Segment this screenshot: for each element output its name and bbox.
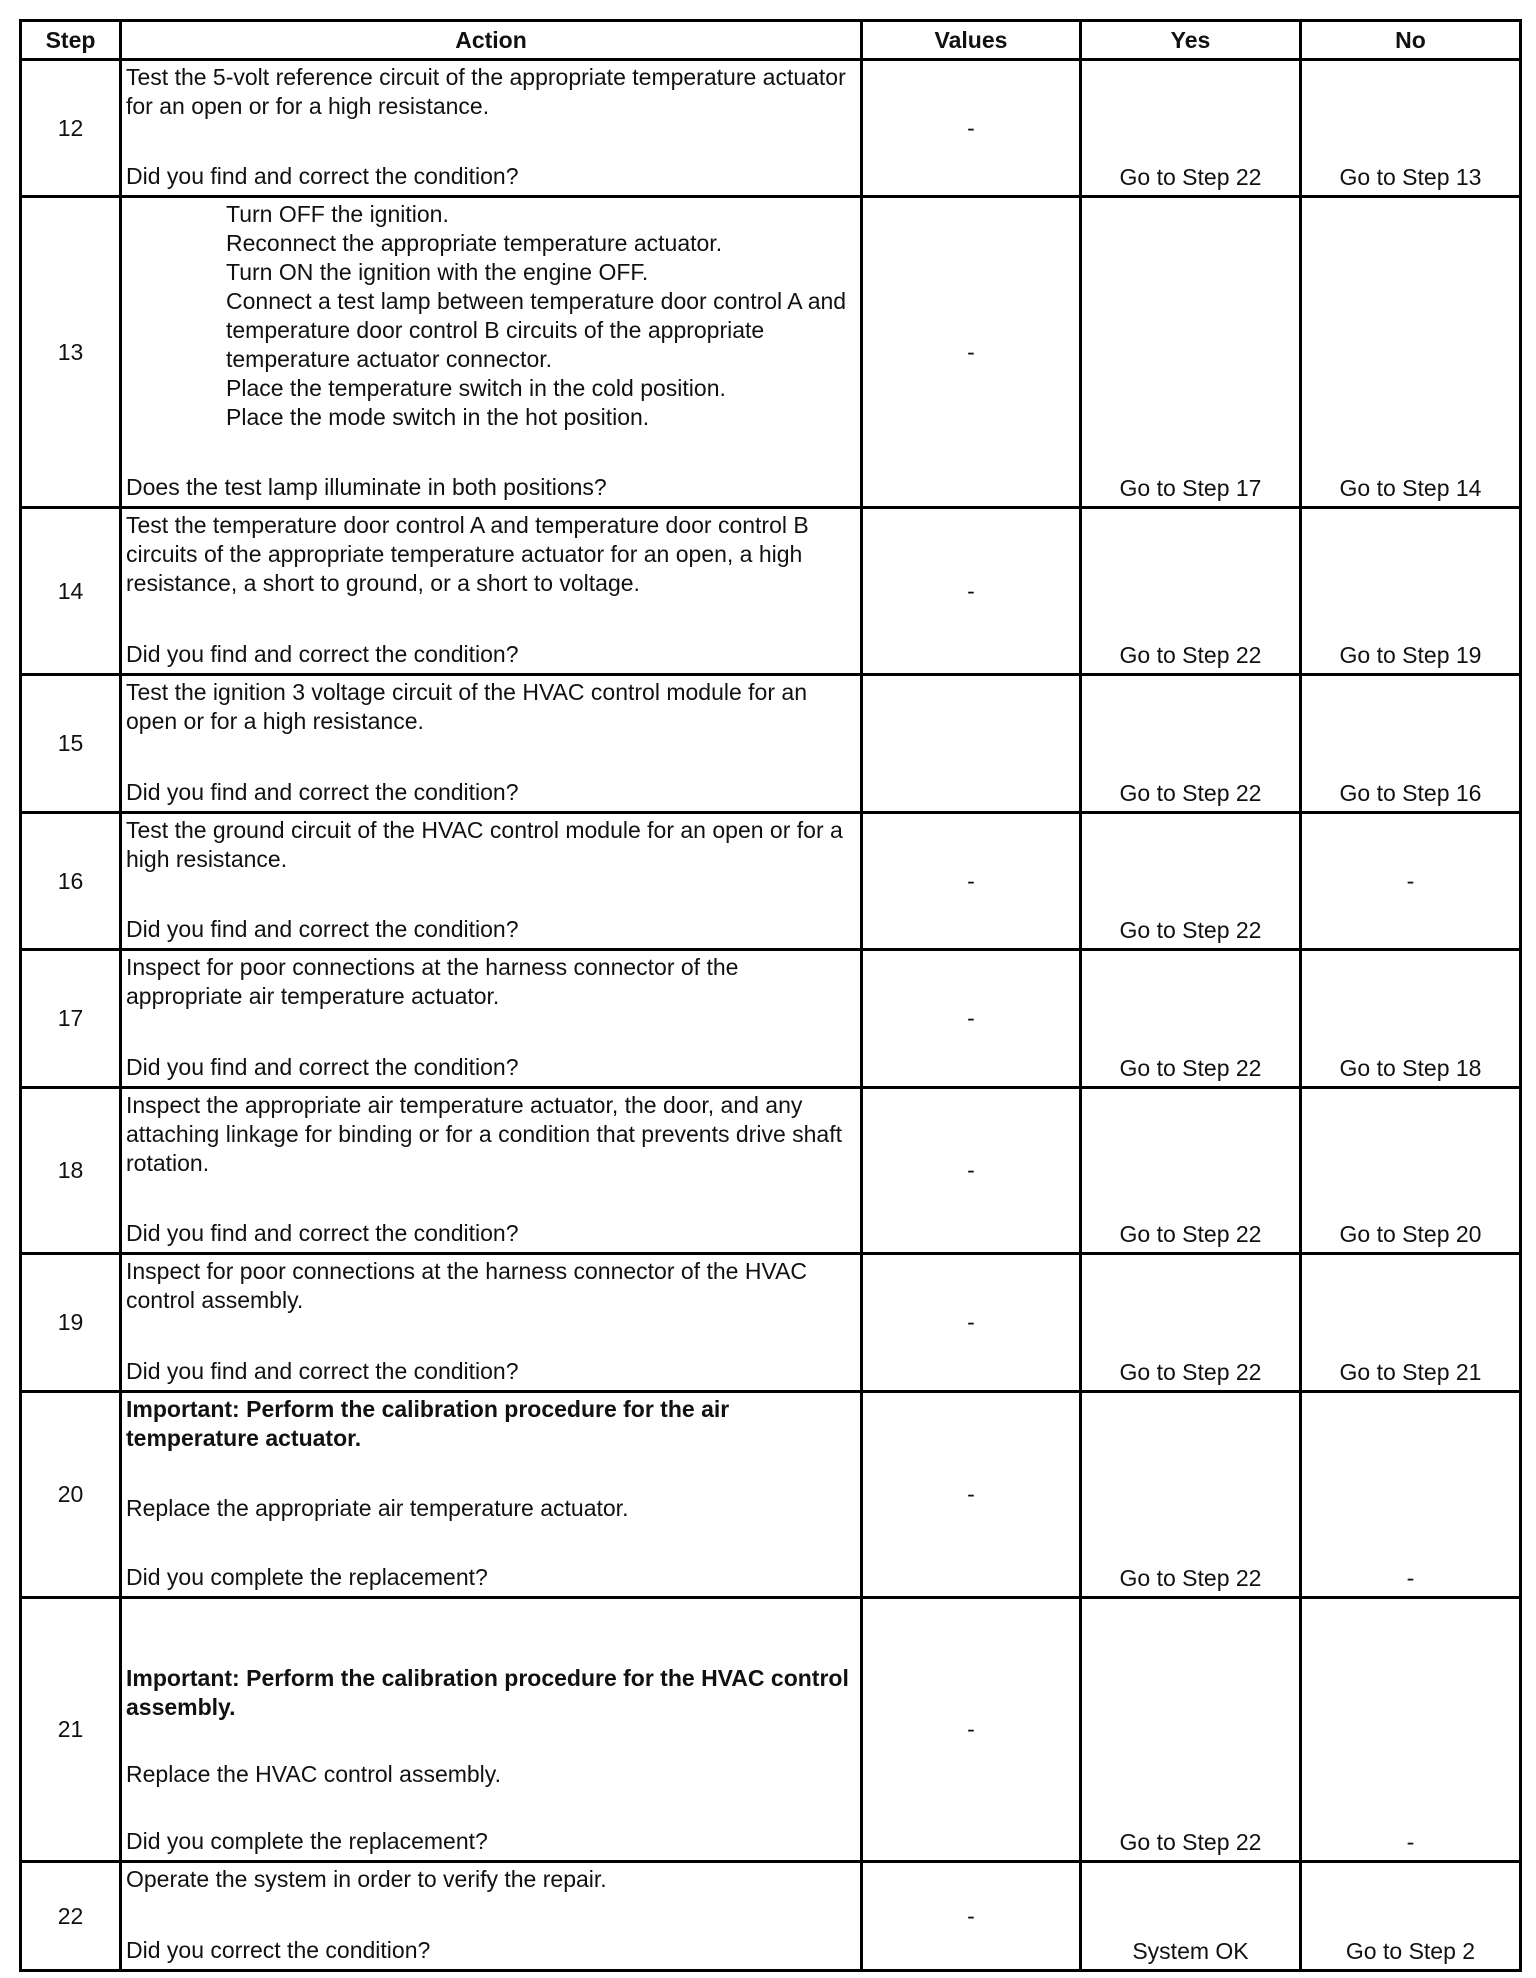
no-cell: - bbox=[1301, 1392, 1521, 1598]
values-cell: - bbox=[862, 508, 1081, 675]
values-cell: - bbox=[862, 1254, 1081, 1392]
table-row bbox=[21, 1088, 1521, 1254]
action-cell bbox=[121, 508, 862, 675]
header-no: No bbox=[1301, 21, 1521, 60]
values-cell: - bbox=[862, 1392, 1081, 1598]
table-row bbox=[21, 508, 1521, 675]
list-item: Connect a test lamp between temperature door control A and temperature door control B circuits of the appropriate temperature actuator connector. bbox=[226, 288, 847, 372]
action-text: Test the 5-volt reference circuit of the appropriate temperature actuator for an open or for a high resistance. bbox=[126, 64, 846, 119]
action-question: Did you complete the replacement? bbox=[126, 1564, 488, 1590]
yes-cell: Go to Step 17 bbox=[1081, 197, 1301, 508]
action-cell bbox=[121, 675, 862, 813]
table-row bbox=[21, 1598, 1521, 1862]
yes-cell: Go to Step 22 bbox=[1081, 1392, 1301, 1598]
no-cell: Go to Step 21 bbox=[1301, 1254, 1521, 1392]
values-cell: - bbox=[862, 197, 1081, 508]
action-text: Replace the HVAC control assembly. bbox=[126, 1761, 501, 1787]
table-row bbox=[21, 1862, 1521, 1971]
table-row bbox=[21, 1392, 1521, 1598]
action-question: Did you find and correct the condition? bbox=[126, 779, 519, 805]
action-question: Does the test lamp illuminate in both positions? bbox=[126, 474, 607, 500]
action-cell bbox=[121, 1392, 862, 1598]
yes-cell: Go to Step 22 bbox=[1081, 675, 1301, 813]
header-action: Action bbox=[121, 21, 862, 60]
no-cell: Go to Step 14 bbox=[1301, 197, 1521, 508]
values-cell: - bbox=[862, 1598, 1081, 1862]
values-cell: - bbox=[862, 1088, 1081, 1254]
important-note: Important: Perform the calibration procedure for the HVAC control assembly. bbox=[126, 1665, 849, 1720]
header-yes: Yes bbox=[1081, 21, 1301, 60]
action-text: Inspect for poor connections at the harness connector of the HVAC control assembly. bbox=[126, 1258, 808, 1313]
values-cell bbox=[862, 675, 1081, 813]
action-text: Test the temperature door control A and temperature door control B circuits of the appropriate temperature actuator for an open, a high resistance, a short to ground, or a short to voltage. bbox=[126, 512, 809, 596]
values-cell: - bbox=[862, 950, 1081, 1088]
table-row bbox=[21, 60, 1521, 197]
step-number: 19 bbox=[21, 1254, 121, 1392]
action-substeps-list bbox=[126, 200, 856, 432]
action-cell bbox=[121, 1254, 862, 1392]
no-cell: Go to Step 2 bbox=[1301, 1862, 1521, 1971]
yes-cell: Go to Step 22 bbox=[1081, 60, 1301, 197]
action-text: Inspect for poor connections at the harness connector of the appropriate air temperature actuator. bbox=[126, 954, 739, 1009]
action-question: Did you find and correct the condition? bbox=[126, 163, 519, 189]
table-row bbox=[21, 950, 1521, 1088]
action-text: Test the ground circuit of the HVAC control module for an open or for a high resistance. bbox=[126, 817, 843, 872]
yes-cell: Go to Step 22 bbox=[1081, 508, 1301, 675]
step-number: 17 bbox=[21, 950, 121, 1088]
action-question: Did you find and correct the condition? bbox=[126, 1220, 519, 1246]
step-number: 21 bbox=[21, 1598, 121, 1862]
no-cell: Go to Step 19 bbox=[1301, 508, 1521, 675]
action-cell bbox=[121, 950, 862, 1088]
diagnostic-steps-table bbox=[19, 19, 1522, 1972]
header-values: Values bbox=[862, 21, 1081, 60]
action-text: Test the ignition 3 voltage circuit of the HVAC control module for an open or for a high resistance. bbox=[126, 679, 807, 734]
step-number: 15 bbox=[21, 675, 121, 813]
header-row bbox=[21, 21, 1521, 60]
action-cell bbox=[121, 197, 862, 508]
step-number: 20 bbox=[21, 1392, 121, 1598]
yes-cell: Go to Step 22 bbox=[1081, 1598, 1301, 1862]
step-number: 12 bbox=[21, 60, 121, 197]
action-cell bbox=[121, 1862, 862, 1971]
table-row bbox=[21, 813, 1521, 950]
yes-cell: Go to Step 22 bbox=[1081, 950, 1301, 1088]
action-cell bbox=[121, 60, 862, 197]
no-cell: Go to Step 20 bbox=[1301, 1088, 1521, 1254]
list-item: Reconnect the appropriate temperature actuator. bbox=[226, 230, 723, 256]
action-question: Did you find and correct the condition? bbox=[126, 916, 519, 942]
action-text: Replace the appropriate air temperature actuator. bbox=[126, 1494, 629, 1521]
no-cell: Go to Step 13 bbox=[1301, 60, 1521, 197]
action-question: Did you find and correct the condition? bbox=[126, 1358, 519, 1384]
values-cell: - bbox=[862, 1862, 1081, 1971]
action-question: Did you find and correct the condition? bbox=[126, 641, 519, 667]
yes-cell: Go to Step 22 bbox=[1081, 1088, 1301, 1254]
list-item: Place the mode switch in the hot position. bbox=[226, 404, 650, 430]
list-item: Turn ON the ignition with the engine OFF. bbox=[226, 259, 649, 285]
action-text: Inspect the appropriate air temperature actuator, the door, and any attaching linkage for binding or for a condition that prevents drive shaft rotation. bbox=[126, 1092, 842, 1176]
values-cell: - bbox=[862, 60, 1081, 197]
yes-cell: System OK bbox=[1081, 1862, 1301, 1971]
diagnostic-table-document bbox=[19, 19, 1519, 1972]
action-question: Did you find and correct the condition? bbox=[126, 1054, 519, 1080]
table-row bbox=[21, 1254, 1521, 1392]
yes-cell: Go to Step 22 bbox=[1081, 1254, 1301, 1392]
step-number: 14 bbox=[21, 508, 121, 675]
list-item: Place the temperature switch in the cold position. bbox=[226, 375, 726, 401]
step-number: 18 bbox=[21, 1088, 121, 1254]
yes-cell: Go to Step 22 bbox=[1081, 813, 1301, 950]
values-cell: - bbox=[862, 813, 1081, 950]
action-cell bbox=[121, 1088, 862, 1254]
step-number: 16 bbox=[21, 813, 121, 950]
important-note: Important: Perform the calibration procedure for the air temperature actuator. bbox=[126, 1396, 730, 1451]
no-cell: - bbox=[1301, 813, 1521, 950]
action-question: Did you correct the condition? bbox=[126, 1937, 431, 1963]
no-cell: - bbox=[1301, 1598, 1521, 1862]
header-step: Step bbox=[21, 21, 121, 60]
action-cell bbox=[121, 1598, 862, 1862]
step-number: 22 bbox=[21, 1862, 121, 1971]
action-cell bbox=[121, 813, 862, 950]
table-row bbox=[21, 675, 1521, 813]
step-number: 13 bbox=[21, 197, 121, 508]
table-row bbox=[21, 197, 1521, 508]
action-text: Operate the system in order to verify the repair. bbox=[126, 1866, 607, 1892]
action-question: Did you complete the replacement? bbox=[126, 1828, 488, 1854]
no-cell: Go to Step 16 bbox=[1301, 675, 1521, 813]
no-cell: Go to Step 18 bbox=[1301, 950, 1521, 1088]
list-item: Turn OFF the ignition. bbox=[226, 201, 449, 227]
